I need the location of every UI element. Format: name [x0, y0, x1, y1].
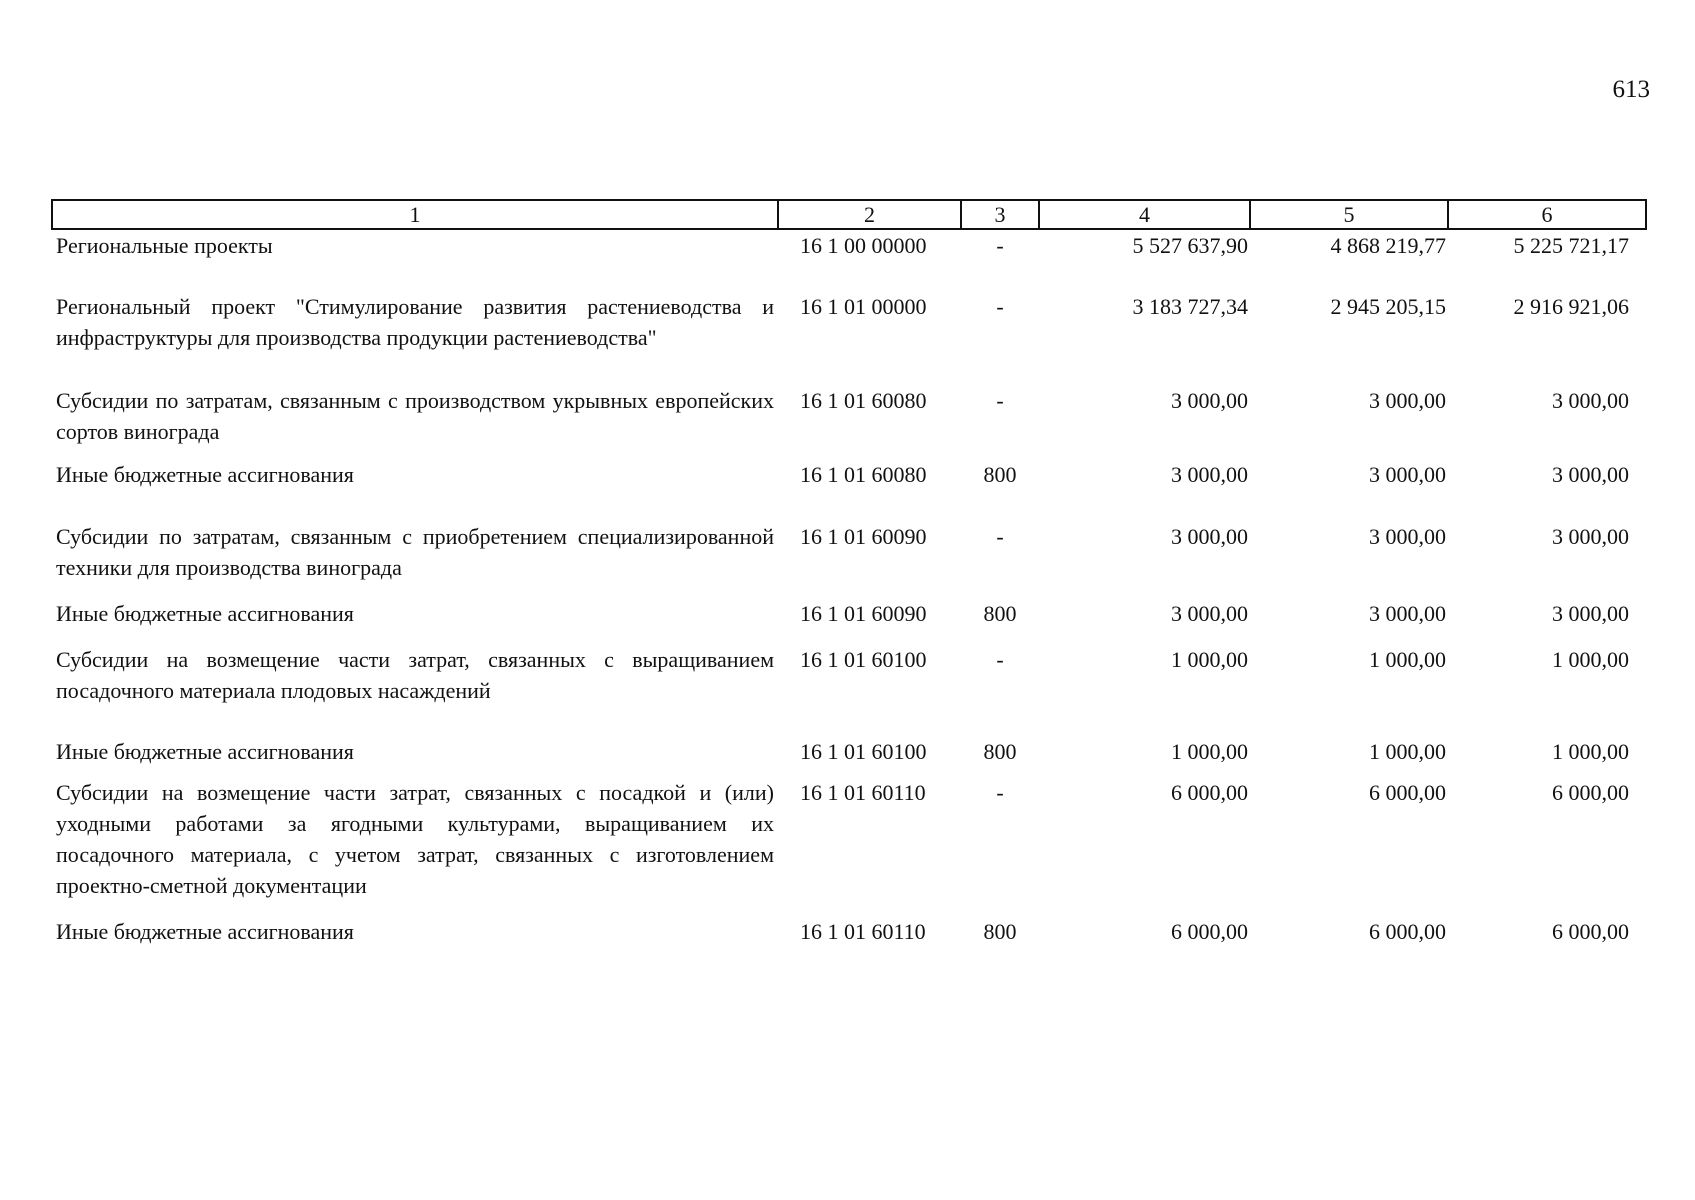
row-code: 16 1 01 60080 — [800, 388, 927, 413]
row-code: 16 1 01 60110 — [800, 919, 926, 944]
row-expense-type: 800 — [983, 462, 1017, 487]
row-value-col5: 3 000,00 — [1369, 388, 1446, 413]
row-value-col4: 5 527 637,90 — [1132, 233, 1248, 258]
row-code: 16 1 01 00000 — [800, 294, 927, 319]
table-row — [52, 777, 1646, 916]
budget-table — [51, 199, 1647, 956]
table-row — [52, 916, 1646, 956]
table-row — [52, 291, 1646, 385]
row-name: Субсидии по затратам, связанным с приобретением специализированной техники для производства винограда — [56, 524, 774, 580]
row-value-col6: 1 000,00 — [1552, 647, 1629, 672]
row-value-col6: 1 000,00 — [1552, 739, 1629, 764]
row-name: Иные бюджетные ассигнования — [56, 601, 354, 626]
page-number: 613 — [1612, 76, 1650, 103]
row-value-col4: 3 000,00 — [1171, 388, 1248, 413]
table-row — [52, 385, 1646, 459]
row-value-col6: 3 000,00 — [1552, 388, 1629, 413]
row-code: 16 1 00 00000 — [800, 233, 927, 258]
row-value-col6: 5 225 721,17 — [1513, 233, 1629, 258]
row-code: 16 1 01 60110 — [800, 780, 926, 805]
row-expense-type: - — [996, 647, 1004, 672]
row-value-col5: 3 000,00 — [1369, 462, 1446, 487]
row-value-col4: 3 000,00 — [1171, 462, 1248, 487]
row-value-col5: 3 000,00 — [1369, 601, 1446, 626]
row-code: 16 1 01 60100 — [800, 739, 927, 764]
row-expense-type: 800 — [983, 919, 1017, 944]
header-row — [52, 200, 1646, 229]
row-value-col6: 3 000,00 — [1552, 601, 1629, 626]
row-value-col5: 6 000,00 — [1369, 919, 1446, 944]
row-value-col5: 6 000,00 — [1369, 780, 1446, 805]
table-row — [52, 644, 1646, 736]
row-code: 16 1 01 60080 — [800, 462, 927, 487]
header-cell-5: 5 — [1250, 200, 1448, 229]
row-expense-type: - — [996, 233, 1004, 258]
header-cell-3: 3 — [961, 200, 1039, 229]
table-row — [52, 229, 1646, 291]
row-value-col4: 3 000,00 — [1171, 601, 1248, 626]
row-value-col4: 3 000,00 — [1171, 524, 1248, 549]
row-value-col5: 3 000,00 — [1369, 524, 1446, 549]
row-value-col5: 1 000,00 — [1369, 739, 1446, 764]
header-cell-4: 4 — [1039, 200, 1250, 229]
row-expense-type: - — [996, 524, 1004, 549]
row-code: 16 1 01 60090 — [800, 524, 927, 549]
table-row — [52, 736, 1646, 777]
row-value-col6: 6 000,00 — [1552, 780, 1629, 805]
row-name: Субсидии на возмещение части затрат, связанных с выращиванием посадочного материала плодовых насаждений — [56, 647, 774, 703]
row-code: 16 1 01 60100 — [800, 647, 927, 672]
row-name: Иные бюджетные ассигнования — [56, 739, 354, 764]
row-value-col6: 2 916 921,06 — [1513, 294, 1629, 319]
table-row — [52, 459, 1646, 521]
row-expense-type: 800 — [983, 601, 1017, 626]
row-name: Иные бюджетные ассигнования — [56, 462, 354, 487]
row-name: Региональный проект "Стимулирование развития растениеводства и инфраструктуры для производства продукции растениеводства" — [56, 294, 774, 350]
row-name: Субсидии по затратам, связанным с производством укрывных европейских сортов винограда — [56, 388, 774, 444]
row-value-col4: 1 000,00 — [1171, 647, 1248, 672]
row-name: Региональные проекты — [56, 233, 273, 258]
header-cell-1: 1 — [52, 200, 778, 229]
row-expense-type: - — [996, 294, 1004, 319]
row-value-col4: 6 000,00 — [1171, 780, 1248, 805]
row-value-col6: 3 000,00 — [1552, 462, 1629, 487]
header-cell-2: 2 — [778, 200, 961, 229]
row-expense-type: 800 — [983, 739, 1017, 764]
table-row — [52, 521, 1646, 598]
row-value-col6: 6 000,00 — [1552, 919, 1629, 944]
row-value-col5: 4 868 219,77 — [1330, 233, 1446, 258]
row-name: Субсидии на возмещение части затрат, связанных с посадкой и (или) уходными работами за ягодными культурами, выращиванием их посадочного материала, с учетом затрат, связанных с изготовлением проектно-сметной документации — [56, 780, 774, 898]
table-body — [52, 229, 1646, 956]
row-value-col4: 1 000,00 — [1171, 739, 1248, 764]
row-value-col5: 1 000,00 — [1369, 647, 1446, 672]
header-cell-6: 6 — [1448, 200, 1646, 229]
row-expense-type: - — [996, 388, 1004, 413]
row-value-col4: 3 183 727,34 — [1132, 294, 1248, 319]
row-name: Иные бюджетные ассигнования — [56, 919, 354, 944]
row-expense-type: - — [996, 780, 1004, 805]
row-code: 16 1 01 60090 — [800, 601, 927, 626]
row-value-col4: 6 000,00 — [1171, 919, 1248, 944]
table-header — [52, 200, 1646, 229]
row-value-col5: 2 945 205,15 — [1330, 294, 1446, 319]
row-value-col6: 3 000,00 — [1552, 524, 1629, 549]
table-row — [52, 598, 1646, 644]
